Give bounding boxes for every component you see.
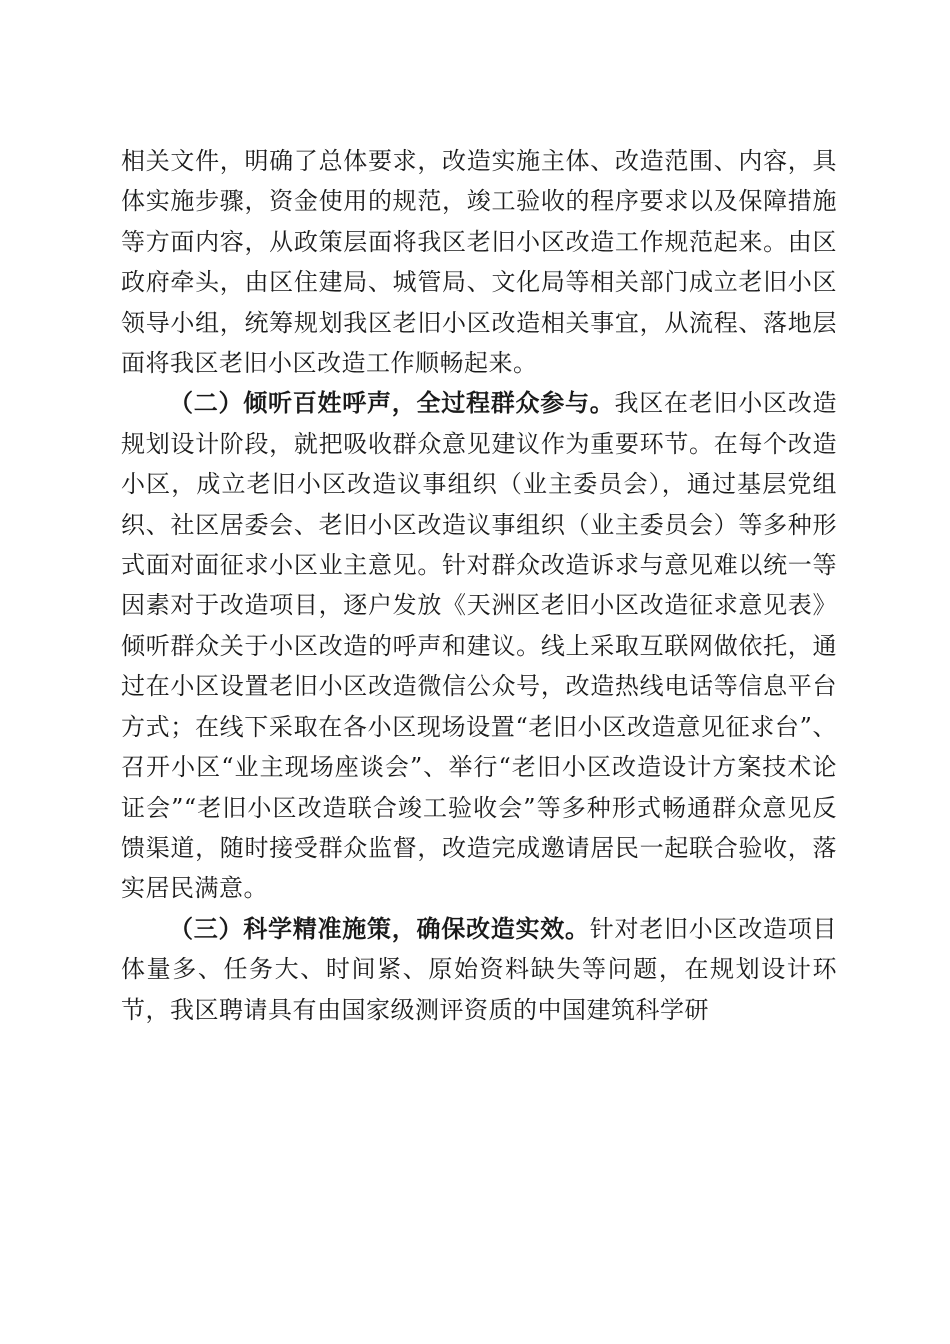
paragraph-2-text: 我区在老旧小区改造规划设计阶段，就把吸收群众意见建议作为重要环节。在每个改造小区，成立老旧小区改造议事组织（业主委员会），通过基层党组织、社区居委会、老旧小区改造议事组织（业主委员会）等多种形式面对面征求小区业主意见。针对群众改造诉求与意见难以统一等因素对于改造项目，逐户发放《天洲区老旧小区改造征求意见表》倾听群众关于小区改造的呼声和建议。线上采取互联网做依托，通过在小区设置老旧小区改造微信公众号，改造热线电话等信息平台方式；在线下采取在各小区现场设置“老旧小区改造意见征求台”、召开小区“业主现场座谈会”、举行“老旧小区改造设计方案技术论证会”“老旧小区改造联合竣工验收会”等多种形式畅通群众意见反馈渠道，随时接受群众监督，改造完成邀请居民一起联合验收，落实居民满意。 bbox=[121, 389, 837, 903]
paragraph-2-heading: （二）倾听百姓呼声，全过程群众参与。 bbox=[169, 388, 615, 418]
paragraph-3 bbox=[121, 909, 837, 1030]
paragraph-2 bbox=[121, 383, 837, 908]
paragraph-3-text: 针对老旧小区改造项目体量多、任务大、时间紧、原始资料缺失等问题，在规划设计环节，我区聘请具有由国家级测评资质的中国建筑科学研 bbox=[121, 914, 837, 1024]
paragraph-3-heading: （三）科学精准施策，确保改造实效。 bbox=[169, 913, 590, 943]
document-body bbox=[121, 141, 837, 1030]
paragraph-1-text: 相关文件，明确了总体要求，改造实施主体、改造范围、内容，具体实施步骤，资金使用的规范，竣工验收的程序要求以及保障措施等方面内容，从政策层面将我区老旧小区改造工作规范起来。由区政府牵头，由区住建局、城管局、文化局等相关部门成立老旧小区领导小组，统筹规划我区老旧小区改造相关事宜，从流程、落地层面将我区老旧小区改造工作顺畅起来。 bbox=[121, 147, 837, 378]
paragraph-1 bbox=[121, 141, 837, 383]
